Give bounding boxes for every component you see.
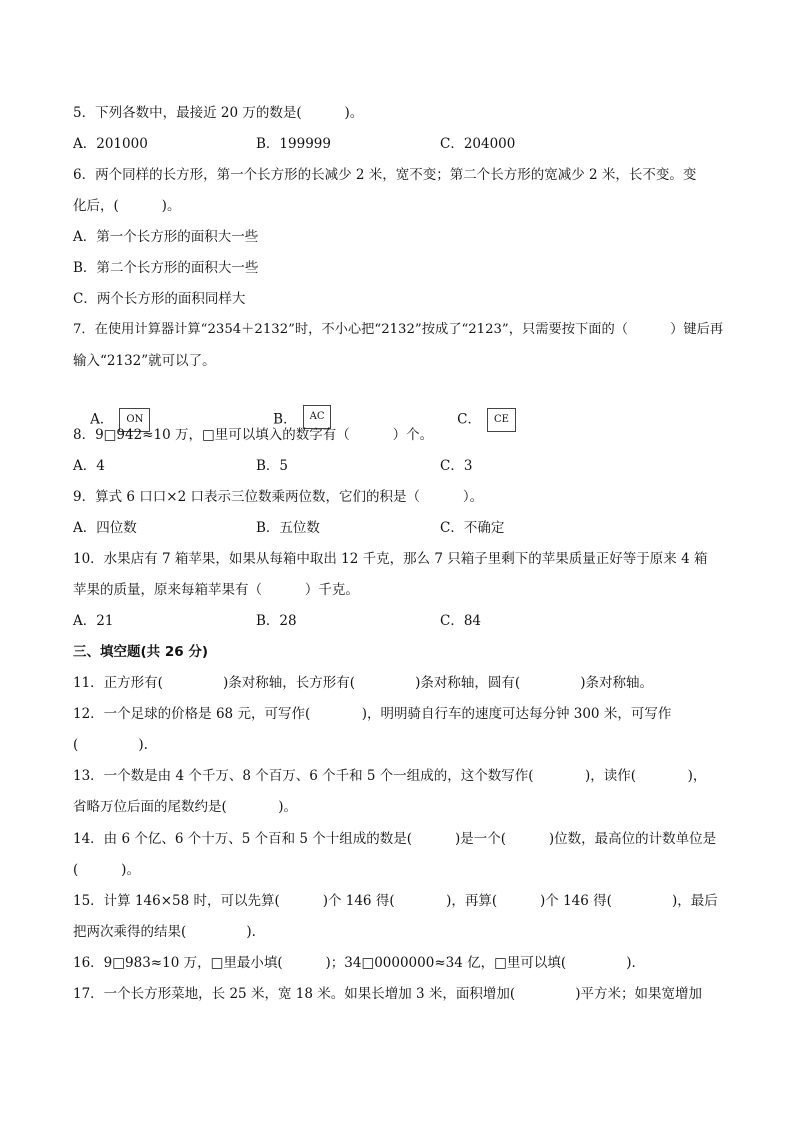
q9-option-a[interactable]: A．四位数 xyxy=(73,520,137,536)
q10-stem-line1: 10．水果店有 7 箱苹果，如果从每箱中取出 12 千克，那么 7 只箱子里剩下的苹果质量正好等于原来 4 箱 xyxy=(73,551,708,567)
q8-option-a[interactable]: A．4 xyxy=(73,458,105,474)
q15-stem-line2: 把两次乘得的结果( ). xyxy=(73,924,256,940)
on-key-icon: ON xyxy=(119,408,150,432)
q12-stem-line2: ( ). xyxy=(73,737,148,753)
q7-stem-line1: 7．在使用计算器计算“2354＋2132”时，不小心把“2132”按成了“2123”，只需要按下面的（ ）键后再 xyxy=(73,322,724,337)
ac-key-icon: AC xyxy=(303,405,332,429)
q10-option-c[interactable]: C．84 xyxy=(440,613,482,629)
q9-option-c[interactable]: C．不确定 xyxy=(440,520,505,536)
section-title-fill-in: 三、填空题(共 26 分) xyxy=(73,644,209,660)
q5-option-c[interactable]: C．204000 xyxy=(440,136,516,152)
q7-option-c-label: C． xyxy=(457,411,482,428)
q6-option-b[interactable]: B．第二个长方形的面积大一些 xyxy=(73,260,259,276)
q6-option-a[interactable]: A．第一个长方形的面积大一些 xyxy=(73,229,259,245)
q11-stem: 11．正方形有( )条对称轴，长方形有( )条对称轴，圆有( )条对称轴。 xyxy=(73,675,654,691)
q9-stem: 9．算式 6 口口×2 口表示三位数乘两位数，它们的积是（ ）。 xyxy=(73,489,484,505)
q6-stem-line2: 化后，( )。 xyxy=(73,198,181,214)
q17-stem: 17．一个长方形菜地，长 25 米，宽 18 米。如果长增加 3 米，面积增加( )平方米；如果宽增加 xyxy=(73,986,702,1002)
q10-option-a[interactable]: A．21 xyxy=(73,613,114,629)
q5-option-a[interactable]: A．201000 xyxy=(73,136,148,152)
q8-option-b[interactable]: B．5 xyxy=(256,458,289,474)
q5-stem: 5．下列各数中，最接近 20 万的数是( )。 xyxy=(73,105,364,121)
q7-option-b-label: B． xyxy=(273,411,297,428)
q16-stem: 16．9□983≈10 万，□里最小填( )；34□0000000≈34 亿，□里可以填( ). xyxy=(73,955,636,971)
q14-stem-line2: ( )。 xyxy=(73,862,140,878)
q9-option-b[interactable]: B．五位数 xyxy=(256,520,320,536)
q13-stem-line2: 省略万位后面的尾数约是( )。 xyxy=(73,799,298,815)
q7-option-c[interactable] xyxy=(440,388,516,452)
q12-stem-line1: 12．一个足球的价格是 68 元，可写作( )，明明骑自行车的速度可达每分钟 300 米，可写作 xyxy=(73,706,672,722)
ce-key-icon: CE xyxy=(487,408,516,432)
q13-stem-line1: 13．一个数是由 4 个千万、8 个百万、6 个千和 5 个一组成的，这个数写作( )，读作( )， xyxy=(73,768,707,784)
q10-option-b[interactable]: B．28 xyxy=(256,613,297,629)
q14-stem-line1: 14．由 6 个亿、6 个十万、5 个百和 5 个十组成的数是( )是一个( )位数，最高位的计数单位是 xyxy=(73,831,717,847)
q15-stem-line1: 15．计算 146×58 时，可以先算( )个 146 得( )，再算( )个 146 得( )，最后 xyxy=(73,893,718,909)
q6-option-c[interactable]: C．两个长方形的面积同样大 xyxy=(73,291,246,307)
q8-option-c[interactable]: C．3 xyxy=(440,458,473,474)
q7-stem-line2: 输入“2132”就可以了。 xyxy=(73,353,216,369)
q8-stem: 8．9□942≈10 万，□里可以填入的数字有（ ）个。 xyxy=(73,427,434,443)
q7-option-a-label: A． xyxy=(90,411,114,428)
q6-stem-line1: 6．两个同样的长方形，第一个长方形的长减少 2 米，宽不变；第二个长方形的宽减少 2 米，长不变。变 xyxy=(73,167,697,183)
q10-stem-line2: 苹果的质量，原来每箱苹果有（ ）千克。 xyxy=(73,582,359,598)
q5-option-b[interactable]: B．199999 xyxy=(256,136,331,152)
